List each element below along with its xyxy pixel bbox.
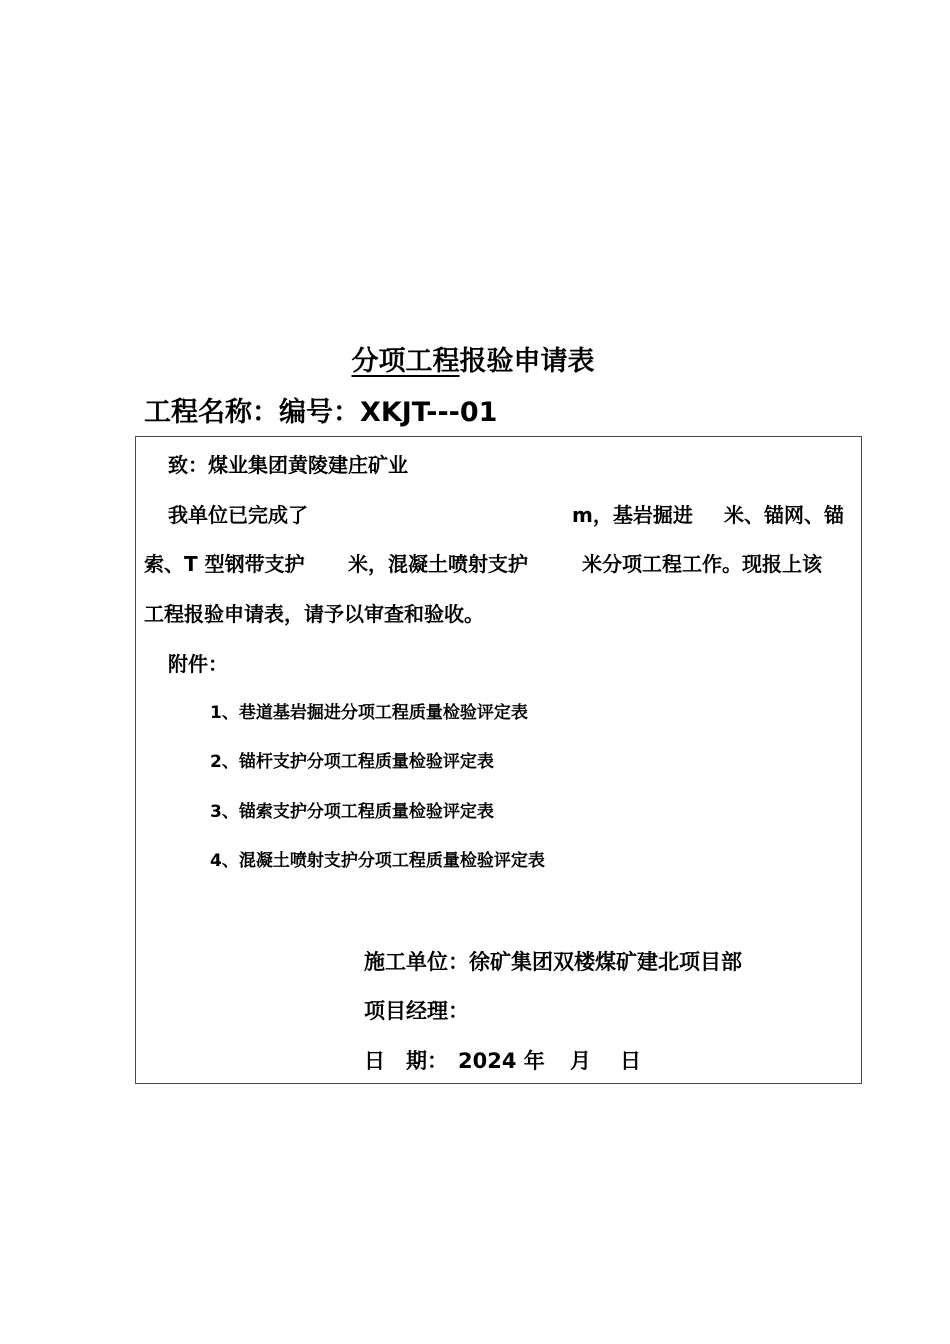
date-label: 日 期： <box>364 1049 448 1073</box>
body-line2-steel-band: 索、T 型钢带支护 <box>144 552 305 576</box>
body-line3: 工程报验申请表，请予以审查和验收。 <box>144 602 484 626</box>
project-manager: 项目经理： <box>364 999 469 1023</box>
date-year: 2024 年 <box>458 1049 545 1073</box>
attachment-item: 3、锚索支护分项工程质量检验评定表 <box>210 802 494 822</box>
form-title-underlined: 分项工程 <box>351 346 460 377</box>
body-line1-meters: m，基岩掘进 <box>572 503 693 527</box>
application-form-box <box>135 436 862 1084</box>
addressee-line: 致：煤业集团黄陵建庄矿业 <box>168 453 408 477</box>
attachment-item: 1、巷道基岩掘进分项工程质量检验评定表 <box>210 703 528 723</box>
form-title <box>0 342 946 382</box>
date-month: 月 <box>570 1049 591 1073</box>
attachment-item: 2、锚杆支护分项工程质量检验评定表 <box>210 752 494 772</box>
project-name-and-number: 工程名称：编号：XKJT---01 <box>144 397 498 428</box>
date-day: 日 <box>620 1049 641 1073</box>
body-line2-end: 米分项工程工作。现报上该 <box>582 552 822 576</box>
attachment-item: 4、混凝土喷射支护分项工程质量检验评定表 <box>210 851 545 871</box>
form-title-rest: 报验申请表 <box>459 346 595 377</box>
attachments-label: 附件： <box>168 652 228 676</box>
body-line1-end: 米、锚网、锚 <box>724 503 844 527</box>
construction-unit: 施工单位：徐矿集团双楼煤矿建北项目部 <box>364 950 742 974</box>
body-line1-start: 我单位已完成了 <box>168 503 308 527</box>
body-line2-concrete: 米，混凝土喷射支护 <box>348 552 528 576</box>
